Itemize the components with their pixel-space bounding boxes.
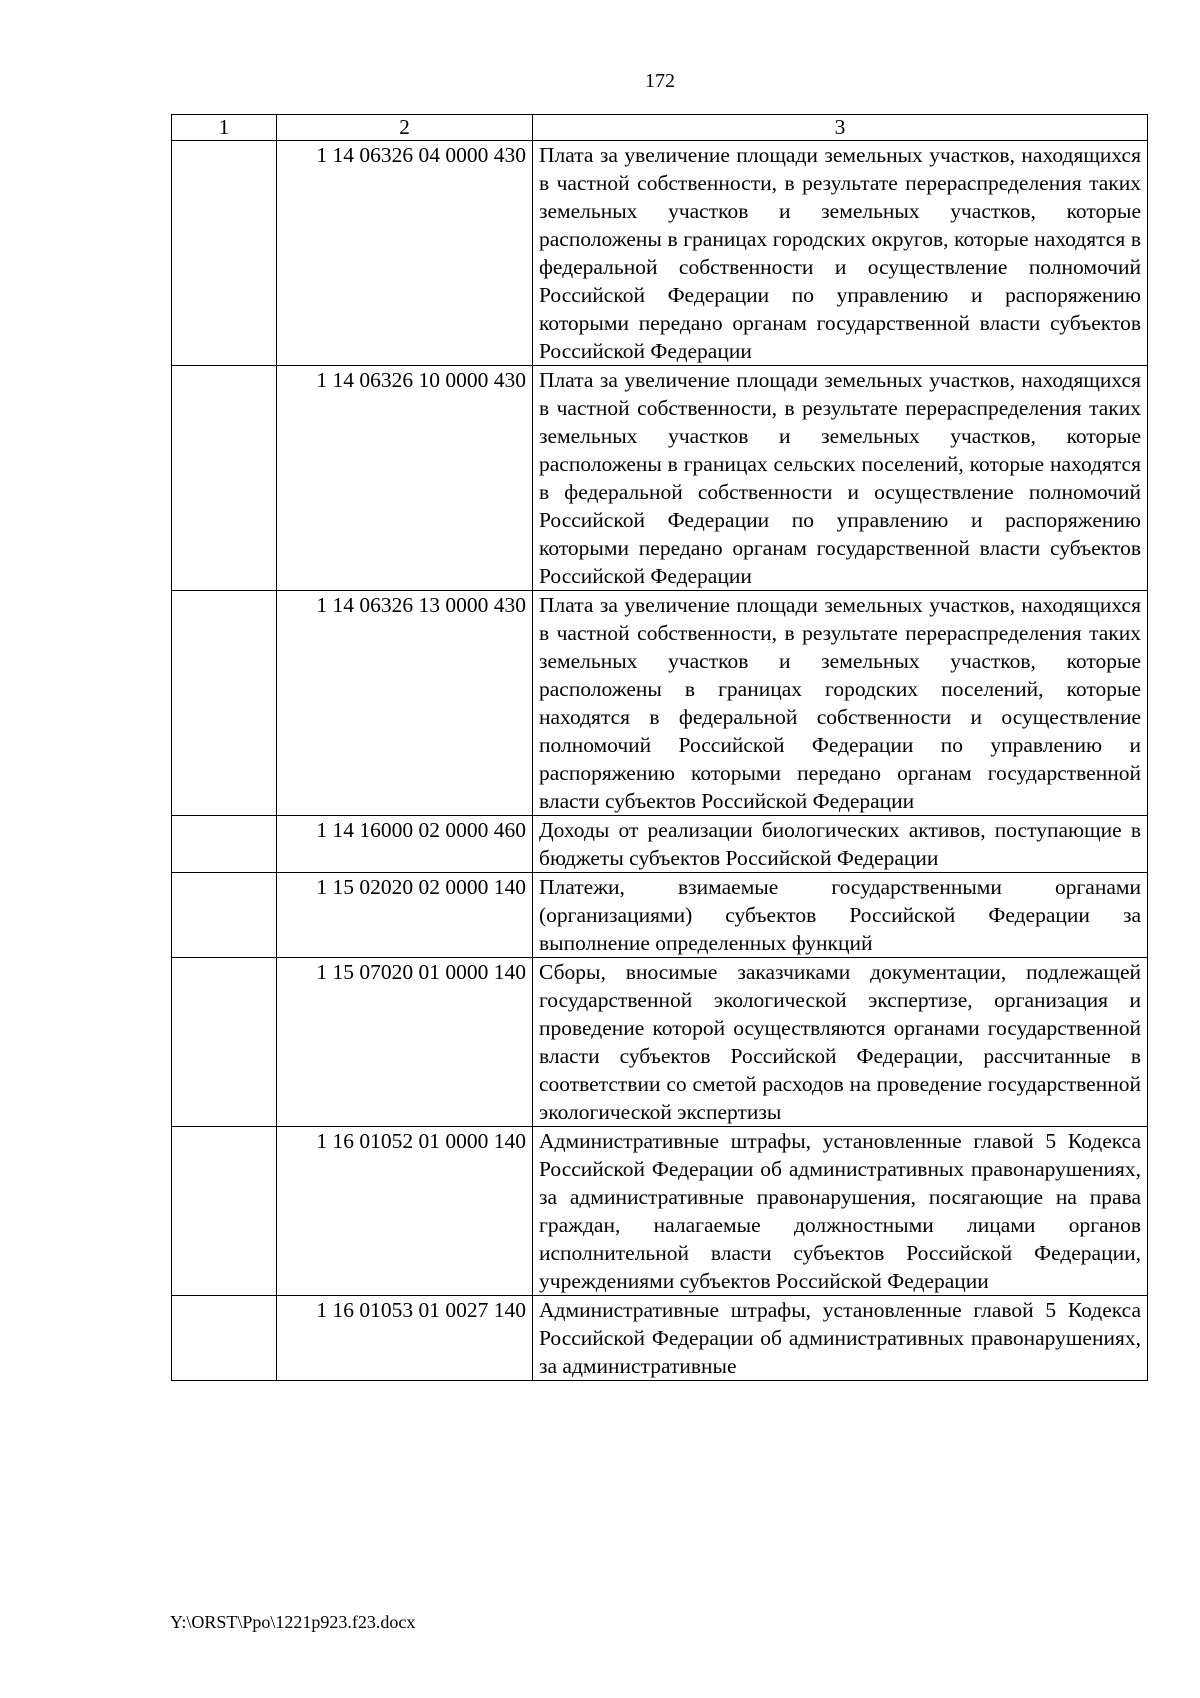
table-row <box>172 958 1148 1127</box>
table-row <box>172 1127 1148 1296</box>
revenue-description: Платежи, взимаемые государственными органами (организациями) субъектов Российской Федерации за выполнение определенных функций <box>533 873 1148 958</box>
row-col-1 <box>172 1296 277 1381</box>
revenue-code: 1 14 06326 10 0000 430 <box>277 366 533 591</box>
revenue-description: Плата за увеличение площади земельных участков, находящихся в частной собственности, в результате перераспределения таких земельных участков и земельных участков, которые расположены в границах сельских поселений, которые находятся в федеральной собственности и осуществление полномочий Российской Федерации по управлению и распоряжению которыми передано органам государственной власти субъектов Российской Федерации <box>533 366 1148 591</box>
row-col-1 <box>172 816 277 873</box>
revenue-code: 1 16 01053 01 0027 140 <box>277 1296 533 1381</box>
table-row <box>172 816 1148 873</box>
revenue-code: 1 15 07020 01 0000 140 <box>277 958 533 1127</box>
row-col-1 <box>172 958 277 1127</box>
table-row <box>172 1296 1148 1381</box>
revenue-description: Административные штрафы, установленные главой 5 Кодекса Российской Федерации об административных правонарушениях, за административные правонарушения, посягающие на права граждан, налагаемые должностными лицами органов исполнительной власти субъектов Российской Федерации, учреждениями субъектов Российской Федерации <box>533 1127 1148 1296</box>
revenue-description: Сборы, вносимые заказчиками документации, подлежащей государственной экологической экспертизе, организация и проведение которой осуществляются органами государственной власти субъектов Российской Федерации, рассчитанные в соответствии со сметой расходов на проведение государственной экологической экспертизы <box>533 958 1148 1127</box>
revenue-code: 1 14 06326 13 0000 430 <box>277 591 533 816</box>
revenue-code: 1 16 01052 01 0000 140 <box>277 1127 533 1296</box>
revenue-description: Плата за увеличение площади земельных участков, находящихся в частной собственности, в результате перераспределения таких земельных участков и земельных участков, которые расположены в границах городских округов, которые находятся в федеральной собственности и осуществление полномочий Российской Федерации по управлению и распоряжению которыми передано органам государственной власти субъектов Российской Федерации <box>533 141 1148 366</box>
revenue-code: 1 15 02020 02 0000 140 <box>277 873 533 958</box>
page-number: 172 <box>645 70 675 92</box>
footer-file-path: Y:\ORST\Ppo\1221p923.f23.docx <box>170 1612 416 1632</box>
table-row <box>172 141 1148 366</box>
revenue-code: 1 14 16000 02 0000 460 <box>277 816 533 873</box>
revenue-description: Административные штрафы, установленные главой 5 Кодекса Российской Федерации об административных правонарушениях, за административные <box>533 1296 1148 1381</box>
row-col-1 <box>172 1127 277 1296</box>
header-col-2: 2 <box>277 115 533 141</box>
revenue-code: 1 14 06326 04 0000 430 <box>277 141 533 366</box>
table-header-row <box>172 115 1148 141</box>
row-col-1 <box>172 873 277 958</box>
header-col-1: 1 <box>172 115 277 141</box>
table-row <box>172 591 1148 816</box>
revenue-codes-table <box>171 114 1148 1381</box>
header-col-3: 3 <box>533 115 1148 141</box>
revenue-description: Плата за увеличение площади земельных участков, находящихся в частной собственности, в результате перераспределения таких земельных участков и земельных участков, которые расположены в границах городских поселений, которые находятся в федеральной собственности и осуществление полномочий Российской Федерации по управлению и распоряжению которыми передано органам государственной власти субъектов Российской Федерации <box>533 591 1148 816</box>
row-col-1 <box>172 591 277 816</box>
table-row <box>172 366 1148 591</box>
revenue-description: Доходы от реализации биологических активов, поступающие в бюджеты субъектов Российской Федерации <box>533 816 1148 873</box>
table-row <box>172 873 1148 958</box>
row-col-1 <box>172 141 277 366</box>
row-col-1 <box>172 366 277 591</box>
